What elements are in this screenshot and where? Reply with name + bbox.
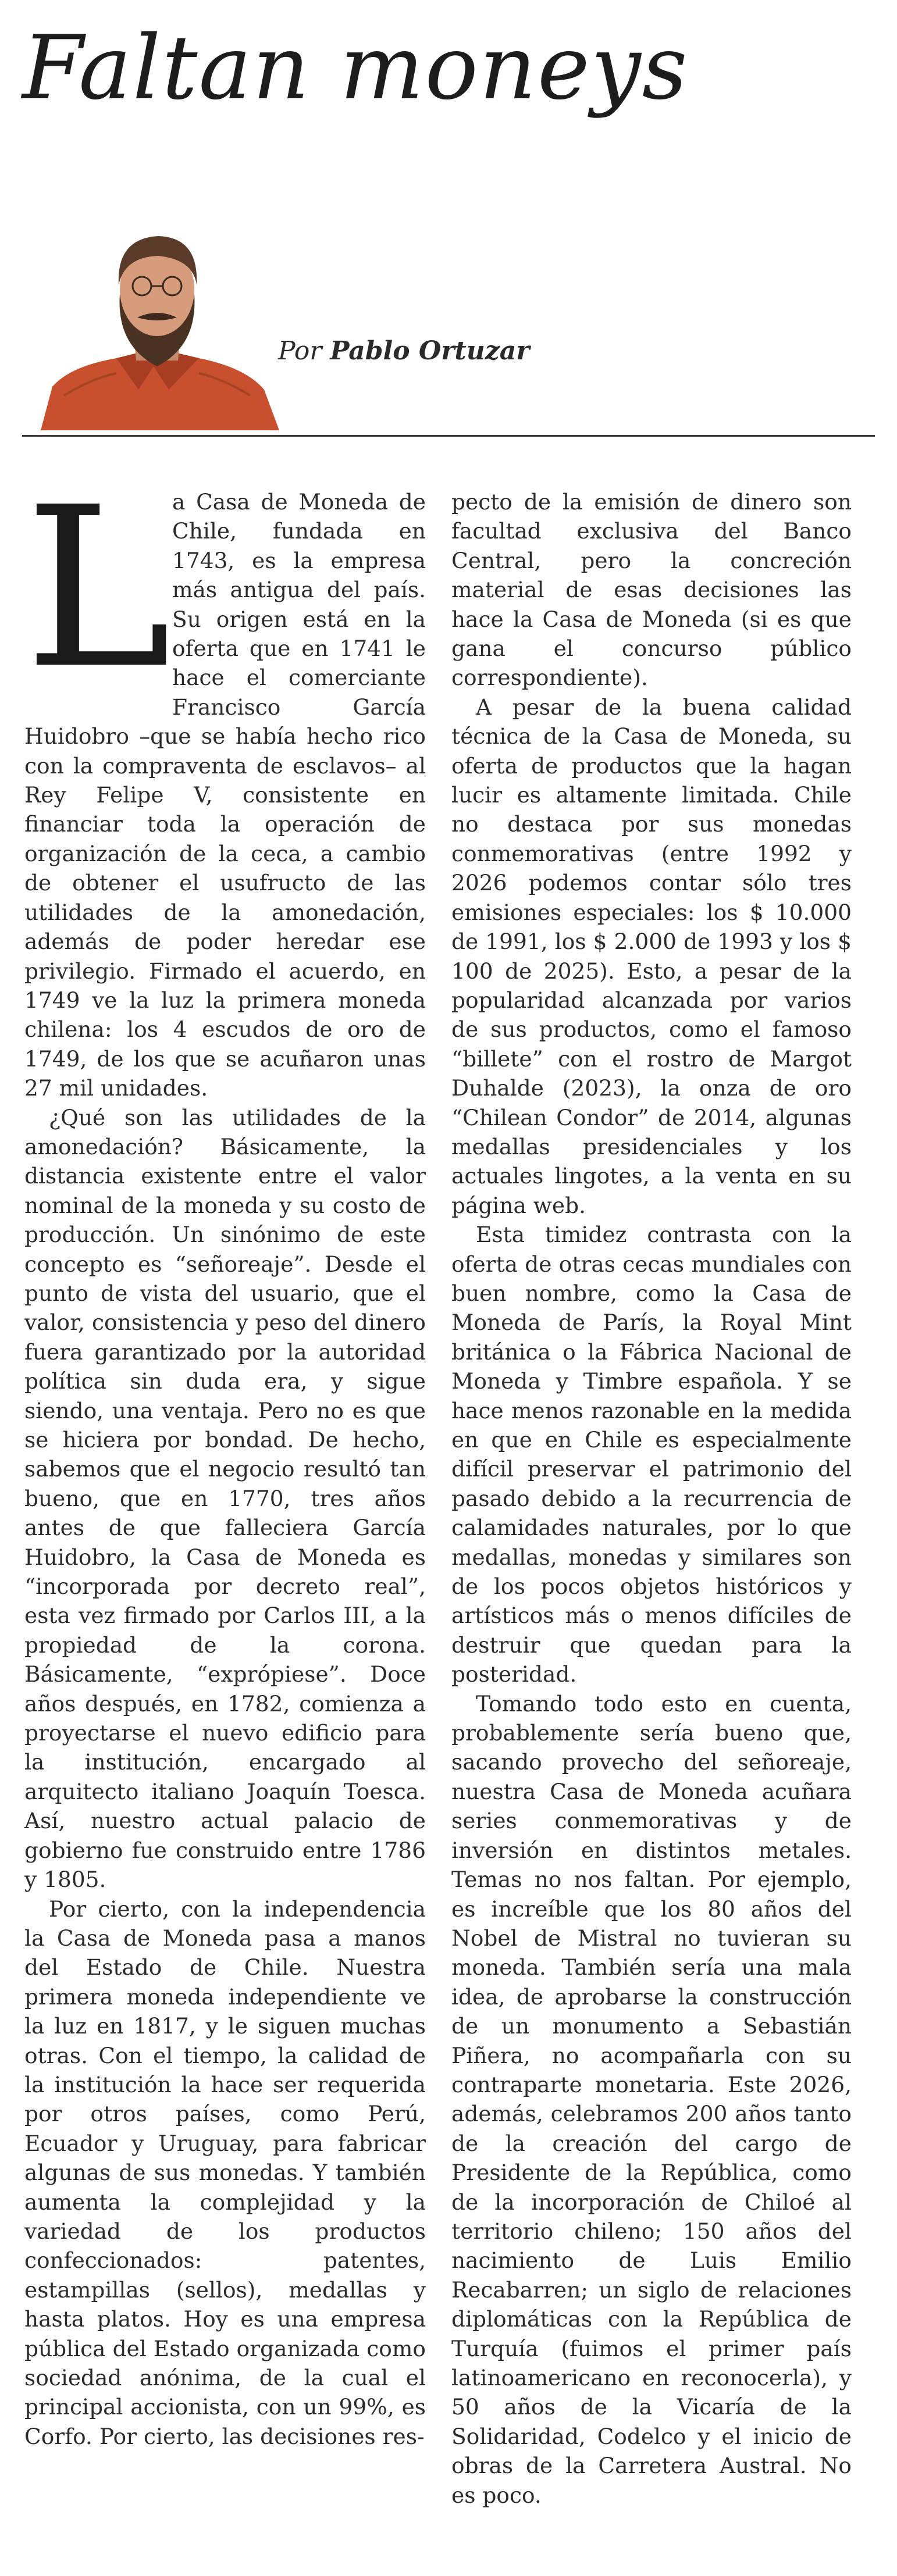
header-divider [22,435,875,437]
byline-prefix: Por [278,336,322,366]
drop-cap-letter: L [24,459,172,717]
drop-cap [24,459,172,717]
article-paragraph-4: A pesar de la buena calidad técnica de la Casa de Moneda, su oferta de productos que la hagan lucir es altamente limitada. Chile no destaca por sus monedas conmemorativas (entre 1992 y 2026 podemos contar sólo tres emisiones especiales: los $ 10.000 de 1991, los $ 2.000 de 1993 y los $ 100 de 2025). Esto, a pesar de la popularidad alcanzada por varios de sus productos, como el famoso “billete” con el rostro de Margot Duhalde (2023), la onza de oro “Chilean Condor” de 2014, algunas medallas presidenciales y los actuales lingotes, a la venta en su página web. [451,694,852,1218]
article-paragraph-1: a Casa de Moneda de Chile, fundada en 1743, es la empresa más antigua del país. Su origen está en la oferta que en 1741 le hace el comerciante Francisco García Huidobro –que se había hecho rico con la compraventa de esclavos– al Rey Felipe V, consistente en financiar toda la operación de organización de la ceca, a cambio de obtener el usufructo de las utilidades de la amonedación, además de poder heredar ese privilegio. Firmado el acuerdo, en 1749 ve la luz la primera moneda chilena: los 4 escudos de oro de 1749, de los que se acuñaron unas 27 mil unidades. [24,489,426,1101]
article-column-left [24,459,426,2451]
article-paragraph-2: ¿Qué son las utilidades de la amonedación? Básicamente, la distancia existente entre el valor nominal de la moneda y su costo de producción. Un sinónimo de este concepto es “señoreaje”. Desde el punto de vista del usuario, que el valor, consistencia y peso del dinero fuera garantizado por la autoridad política sin duda era, y sigue siendo, una ventaja. Pero no es que se hiciera por bondad. De hecho, sabemos que el negocio resultó tan bueno, que en 1770, tres años antes de que falleciera García Huidobro, la Casa de Moneda es “incorporada por decreto real”, esta vez firmado por Carlos III, a la propiedad de la corona. Básicamente, “exprópiese”. Doce años después, en 1782, comienza a proyectarse el nuevo edificio para la institución, encargado al arquitecto italiano Joaquín Toesca. Así, nuestro actual palacio de gobierno fue construido entre 1786 y 1805. [24,1104,426,1893]
author-portrait-illustration [29,221,285,430]
headline: Faltan moneys [22,16,689,119]
author-name: Pablo Ortuzar [330,336,530,366]
article-paragraph-5: Esta timidez contrasta con la oferta de otras cecas mundiales con buen nombre, como la Casa de Moneda de París, la Royal Mint británica o la Fábrica Nacional de Moneda y Timbre española. Y se hace menos razonable en la medida en que en Chile es especialmente difícil preservar el patrimonio del pasado debido a la recurrencia de calamidades naturales, por lo que medallas, monedas y similares son de los pocos objetos históricos y artísticos más o menos difíciles de destruir que quedan para la posteridad. [451,1222,852,1687]
author-photo [29,221,285,430]
byline [278,336,529,366]
article-paragraph-3: Por cierto, con la independencia la Casa de Moneda pasa a manos del Estado de Chile. Nuestra primera moneda independiente ve la luz en 1817, y le siguen muchas otras. Con el tiempo, la calidad de la institución la hace ser requerida por otros países, como Perú, Ecuador y Uruguay, para fabricar algunas de sus monedas. Y también aumenta la complejidad y la variedad de los productos confeccionados: patentes, estampillas (sellos), medallas y hasta platos. Hoy es una empresa pública del Estado organizada como sociedad anónima, de la cual el principal accionista, con un 99%, es Corfo. Por cierto, las decisiones res- [24,1896,426,2449]
article-paragraph-3-continued: pecto de la emisión de dinero son facultad exclusiva del Banco Central, pero la concreción material de esas decisiones las hace la Casa de Moneda (si es que gana el concurso público correspondiente). [451,489,852,691]
article-column-right [451,487,852,2510]
article-paragraph-6: Tomando todo esto en cuenta, probablemente sería bueno que, sacando provecho del señoreaje, nuestra Casa de Moneda acuñara series conmemorativas y de inversión en distintos metales. Temas no nos faltan. Por ejemplo, es increíble que los 80 años del Nobel de Mistral no tuvieran su moneda. También sería una mala idea, de aprobarse la construcción de un monumento a Sebastián Piñera, no acompañarla con su contraparte monetaria. Este 2026, además, celebramos 200 años tanto de la creación del cargo de Presidente de la República, como de la incorporación de Chiloé al territorio chileno; 150 años del nacimiento de Luis Emilio Recabarren; un siglo de relaciones diplomáticas con la República de Turquía (fuimos el primer país latinoamericano en reconocerla), y 50 años de la Vicaría de la Solidaridad, Codelco y el inicio de obras de la Carretera Austral. No es poco. [451,1690,852,2508]
